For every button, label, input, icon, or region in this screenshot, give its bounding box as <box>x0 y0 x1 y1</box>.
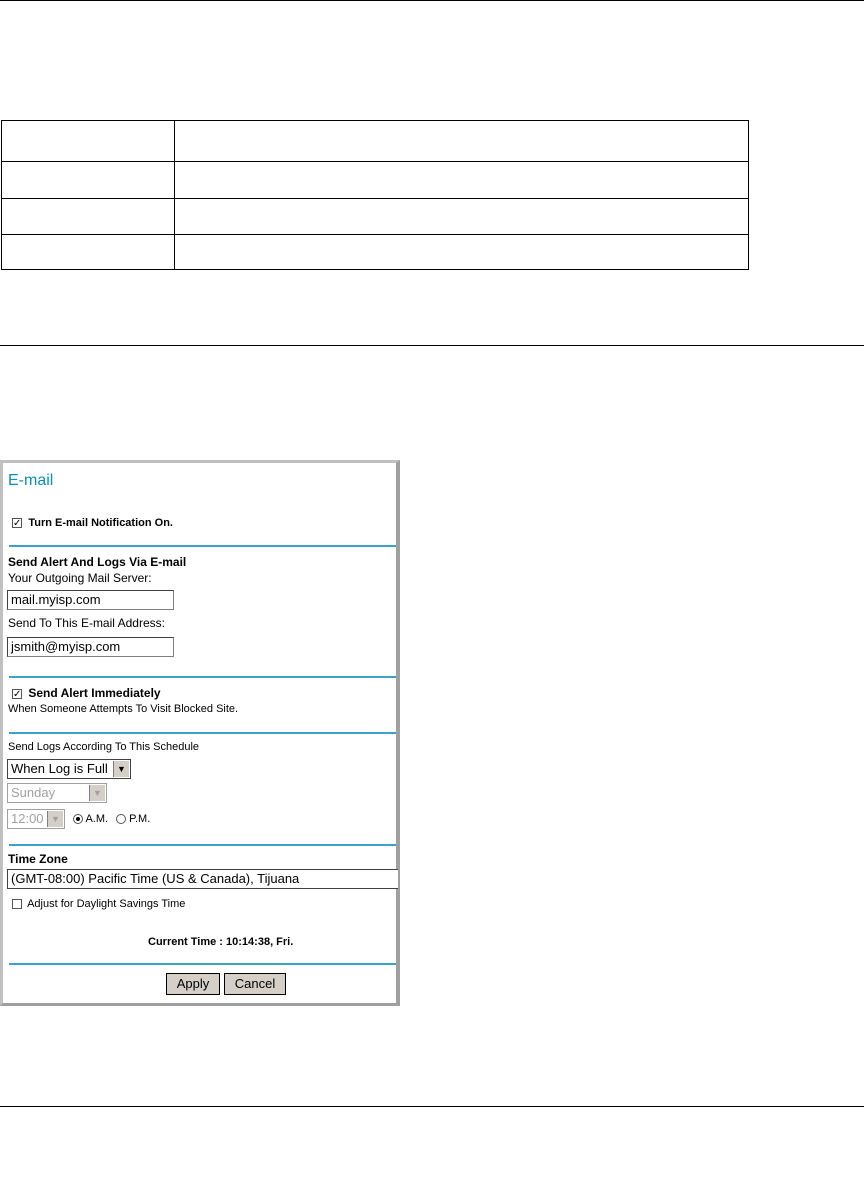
schedule-time-value: 12:00 <box>11 811 44 826</box>
email-notification-checkbox[interactable]: ✓ <box>13 517 22 529</box>
chevron-down-icon[interactable]: ▼ <box>113 761 129 777</box>
pm-option[interactable] <box>116 813 150 825</box>
am-radio[interactable] <box>73 814 83 824</box>
schedule-day-value: Sunday <box>11 785 56 800</box>
alert-immediately-label: Send Alert Immediately <box>28 686 161 700</box>
schedule-day-select[interactable] <box>7 783 107 803</box>
cancel-button[interactable]: Cancel <box>224 973 286 995</box>
alert-immediately-description: When Someone Attempts To Visit Blocked Site. <box>8 703 239 715</box>
chevron-down-icon[interactable]: ▼ <box>89 785 105 801</box>
current-time: Current Time : 10:14:38, Fri. <box>148 936 294 948</box>
apply-button[interactable]: Apply <box>166 973 220 995</box>
pm-radio[interactable] <box>116 814 126 824</box>
section-divider <box>9 732 396 734</box>
email-notification-row[interactable] <box>12 515 173 529</box>
alert-immediately-row[interactable] <box>12 686 161 700</box>
panel-title: E-mail <box>8 472 54 489</box>
empty-table <box>1 120 749 270</box>
schedule-frequency-select[interactable] <box>7 759 131 779</box>
bottom-rule <box>0 1106 864 1107</box>
pm-label: P.M. <box>129 813 151 825</box>
am-option[interactable] <box>73 813 108 825</box>
am-label: A.M. <box>85 813 109 825</box>
mail-server-label: Your Outgoing Mail Server: <box>8 571 152 585</box>
email-address-input[interactable]: jsmith@myisp.com <box>7 637 174 657</box>
section-divider <box>9 844 396 846</box>
table-row <box>2 161 748 162</box>
time-zone-value: (GMT-08:00) Pacific Time (US & Canada), Tijuana <box>11 871 300 886</box>
email-settings-panel <box>0 460 400 1006</box>
dst-label: Adjust for Daylight Savings Time <box>27 898 186 910</box>
chevron-down-icon[interactable]: ▼ <box>47 811 63 827</box>
dst-checkbox[interactable] <box>12 899 22 909</box>
dst-row[interactable] <box>12 898 185 910</box>
table-column-divider <box>174 121 175 269</box>
middle-rule <box>0 345 864 346</box>
time-zone-select[interactable] <box>7 869 398 889</box>
email-notification-label: Turn E-mail Notification On. <box>28 517 173 529</box>
top-rule <box>0 0 864 1</box>
schedule-time-select[interactable] <box>7 809 65 829</box>
table-row <box>2 234 748 235</box>
email-address-label: Send To This E-mail Address: <box>8 616 165 630</box>
send-alert-heading: Send Alert And Logs Via E-mail <box>8 555 187 569</box>
section-divider <box>9 963 396 965</box>
schedule-frequency-value: When Log is Full <box>11 761 108 776</box>
time-zone-heading: Time Zone <box>8 852 68 866</box>
mail-server-input[interactable]: mail.myisp.com <box>7 590 174 610</box>
section-divider <box>9 545 396 547</box>
schedule-label: Send Logs According To This Schedule <box>8 741 200 753</box>
table-row <box>2 198 748 199</box>
alert-immediately-checkbox[interactable]: ✓ <box>13 688 22 700</box>
section-divider <box>9 676 396 678</box>
